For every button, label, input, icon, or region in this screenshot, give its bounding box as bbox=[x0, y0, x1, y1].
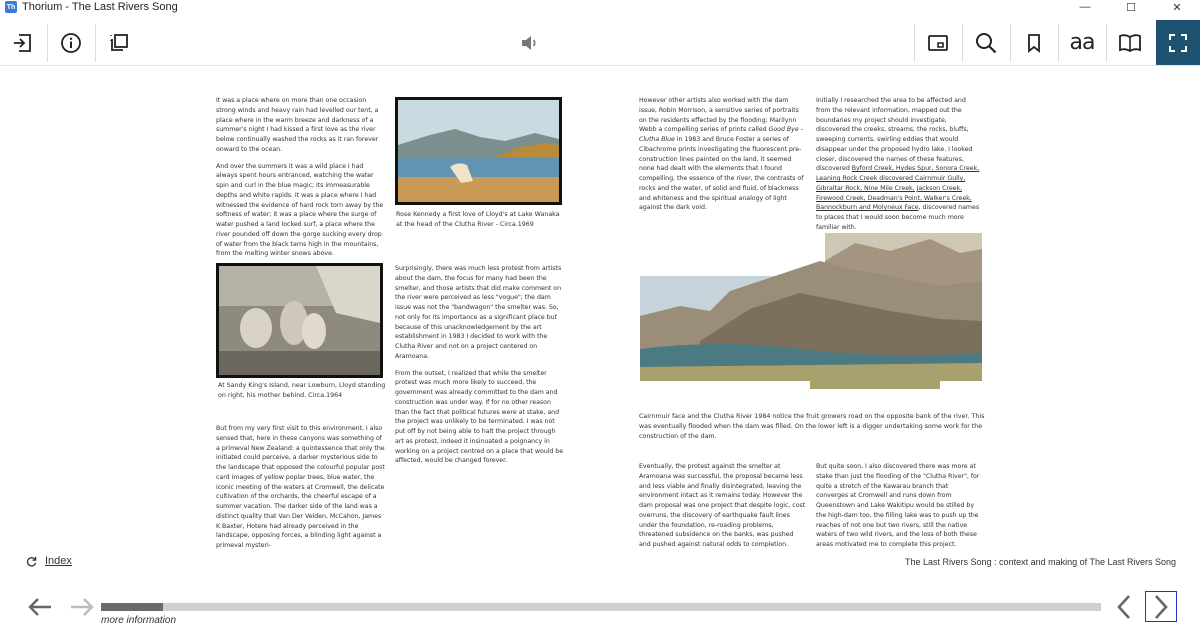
window-titlebar bbox=[0, 0, 1200, 14]
toolbar-divider bbox=[914, 24, 915, 62]
table-of-contents-icon bbox=[108, 32, 130, 54]
bookmark-button[interactable] bbox=[1012, 20, 1056, 65]
next-page-button[interactable] bbox=[1145, 591, 1177, 622]
arrow-left-icon bbox=[26, 596, 54, 618]
search-icon bbox=[974, 31, 998, 55]
text-column-3 bbox=[639, 96, 807, 220]
read-aloud-button[interactable] bbox=[507, 20, 551, 65]
reading-mode-button[interactable] bbox=[1108, 20, 1152, 65]
paragraph: It was a place where on more than one occasion strong winds and heavy rain had levelled our tent, a place where in the warm breeze and darkness of a summer's night I had kissed a first love as the river below continually washed the rocks as it ran forever onward to the ocean. bbox=[216, 97, 379, 153]
text-settings-icon: aa bbox=[1069, 30, 1095, 55]
text-column-6 bbox=[816, 462, 981, 557]
window-title: Thorium - The Last Rivers Song bbox=[22, 1, 178, 13]
info-button[interactable] bbox=[49, 20, 93, 65]
speaker-icon bbox=[518, 32, 540, 54]
place-names-link: Byford Creek, Hydes Spur, Sonora Creek, Leaning Rock Creek discovered Cairnmuir Gully, Gibraltar Rock, Nine Mile Creek, Jackson Creek, Firewood Creek, Deadman's Point, Walker's Creek, Bannockburn and Molyneux Face bbox=[816, 165, 980, 212]
text-settings-button[interactable] bbox=[1060, 20, 1104, 65]
cairnmuir-panorama-photo bbox=[640, 231, 982, 403]
previous-page-button[interactable] bbox=[1111, 592, 1137, 622]
paragraph: From the outset, I realized that while the smelter protest was much more likely to succeed, the government was already committed to the dam and construction was under way. If for no other reason than the fact that political futures were at stake, and the project was unlikely to be terminated. I was not put off by not being able to halt the project through art as protest, indeed it insinuated a poignancy in working on a project centred on a place that would be affected, would be changed forever. bbox=[395, 369, 564, 465]
reading-mode-icon bbox=[1118, 32, 1142, 54]
toolbar-divider bbox=[1106, 24, 1107, 62]
index-link[interactable] bbox=[26, 555, 72, 567]
paragraph: Initially I researched the area to be affected and from the relevant information, mapped out the boundaries my project should investigate, discovered the creeks, streams, the rocks, bluffs, sweeping currents, swirling eddies that would disappear under the proposed hydro lake. I looked closer, discovered the names of these features, discovered Byford Creek, Hydes Spur, Sonora Creek, Leaning Rock Creek discovered Cairnmuir Gully, Gibraltar Rock, Nine Mile Creek, Jackson Creek, Firewood Creek, Deadman's Point, Walker's Creek, Bannockburn and Molyneux Face, discovered names to places that I would soon become much more familiar with. bbox=[816, 97, 980, 231]
paragraph: Surprisingly, there was much less protest from artists about the dam, the focus for many had been the smelter, and those artists that did make comment on the river were perceived as less "vogue"; the dam issue was not the "bandwagon" the smelter was. So, not only for its importance as a significant place but because of this unacknowledgement by the art establishment in 1983 I decided to work with the Clutha River and not on a project centered on Aramoana. bbox=[395, 265, 562, 360]
text-column-1 bbox=[216, 96, 386, 266]
toolbar-divider bbox=[962, 24, 963, 62]
toolbar-divider bbox=[1058, 24, 1059, 62]
text-column-5 bbox=[639, 462, 807, 557]
close-button[interactable]: ✕ bbox=[1172, 1, 1182, 14]
book-spread bbox=[0, 66, 1200, 566]
toolbar-divider bbox=[95, 24, 96, 62]
toolbar-divider bbox=[47, 24, 48, 62]
reading-progress-bar[interactable] bbox=[101, 603, 1101, 611]
table-of-contents-button[interactable] bbox=[97, 20, 141, 65]
back-to-library-icon bbox=[11, 32, 33, 54]
paragraph: Eventually, the protest against the smelter at Aramoana was successful, the proposal became less and less viable and finally disintegrated, leaving the environment intact as it remains today. However the dam proposal was one project that despite logic, cost overruns, the discovery of earthquake fault lines under the foundation, re-roading problems, threatened subsidence on the banks, was pushed and pushed against natural odds to completion. bbox=[639, 463, 806, 548]
arrow-right-icon bbox=[68, 596, 96, 618]
paragraph: But quite soon, I also discovered there was more at stake than just the flooding of the "Clutha River", for quite a stretch of the Kawarau branch that converges at Cromwell and runs down from Queenstown and Lake Wakitipu would be stilled by the high-dam too, the filling lake was to push up the reaches of not one but two rivers, still the native waters of two wild rivers, and the loss of both these areas motivated me to complete this project. bbox=[816, 463, 980, 548]
sandy-kings-island-photo bbox=[216, 263, 383, 378]
chevron-left-icon bbox=[1115, 593, 1133, 621]
toolbar-divider bbox=[1010, 24, 1011, 62]
maximize-button[interactable]: ☐ bbox=[1126, 1, 1136, 14]
info-icon bbox=[60, 32, 82, 54]
search-button[interactable] bbox=[964, 20, 1008, 65]
lake-wanaka-photo bbox=[395, 97, 562, 205]
paragraph: And over the summers it was a wild place I had always spent hours entranced, watching the water spin and curl in the blue magic; its immeasurable depths and white rapids. It was a place where I had witnessed the evidence of hard rock torn away by the softness of water; it was a place where the surge of water pushed a land locked surf, a place where the river pounded off down the gorge sucking every drop of water from the black tarns high in the mountains, from the melting winter snows above. bbox=[216, 162, 384, 258]
app-logo-icon: Th bbox=[5, 1, 17, 13]
panorama-caption: Cairnmuir face and the Clutha River 1984 notice the fruit growers road on the opposite bank of the river. This was eventually flooded when the dam was filled. On the lower left is a digger undertaking some work for the construction of the dam. bbox=[639, 413, 985, 440]
back-to-library-button[interactable] bbox=[0, 20, 44, 65]
paragraph: However other artists also worked with the dam issue, Robin Morrison, a sensitive series of portraits on the residents effected by the flooding; Marilynn Webb a compelling series of prints called Good Bye - Clutha Blue in 1983 and Bruce Foster a series of Cibachrome prints investigating the fluorescent pre-construction lines painted on the land, it seemed none had dealt with the elements that I found compelling, the essence of the river, the contrasts of rocks and the water, of solid and fluid, of blackness and whiteness and the spiritual analogy of light against the dark void. bbox=[639, 97, 804, 212]
history-back-button[interactable] bbox=[26, 596, 54, 623]
refresh-icon bbox=[26, 556, 37, 567]
index-label[interactable]: Index bbox=[45, 555, 72, 567]
history-forward-button[interactable] bbox=[68, 596, 96, 623]
text-column-1-continued bbox=[216, 424, 386, 558]
text-column-4 bbox=[816, 96, 981, 240]
fullscreen-icon bbox=[1168, 33, 1188, 53]
picture-in-picture-button[interactable] bbox=[916, 20, 960, 65]
reading-progress-fill bbox=[101, 603, 163, 611]
fullscreen-button[interactable] bbox=[1156, 20, 1200, 65]
reader-toolbar bbox=[0, 20, 1200, 66]
photo-caption: At Sandy King's Island, near Lowburn, Lloyd standing on right, his mother behind. Circa.1964 bbox=[218, 382, 386, 399]
photo-caption: Rose Kennedy a first love of Lloyd's at Lake Wanaka at the head of the Clutha River - Circa.1969 bbox=[396, 211, 560, 228]
more-information-label: more information bbox=[101, 615, 177, 626]
bookmark-icon bbox=[1023, 32, 1045, 54]
minimize-button[interactable]: — bbox=[1079, 1, 1091, 13]
text-column-2 bbox=[395, 264, 565, 473]
picture-in-picture-icon bbox=[927, 32, 949, 54]
chevron-right-icon bbox=[1152, 593, 1170, 621]
document-title: The Last Rivers Song : context and making of The Last Rivers Song bbox=[905, 557, 1176, 567]
paragraph: But from my very first visit to this environment, I also sensed that, here in these canyons was something of a primeval New Zealand: a quintessence that only the initiated could perceive, a darker mysterious side to the landscape that opposed the colourful popular post card images of yellow poplar trees, blue water, the iconic meeting of the waters at Cromwell, the delicate cultivation of the orchards, the cheerful escape of a summer vacation. The darker side of the land was a distinct quality that Van Der Velden, McCahon, James K Baxter, Hotere had already perceived in the landscape, opposing forces, a blinding light against a primeval mysteri- bbox=[216, 425, 385, 549]
